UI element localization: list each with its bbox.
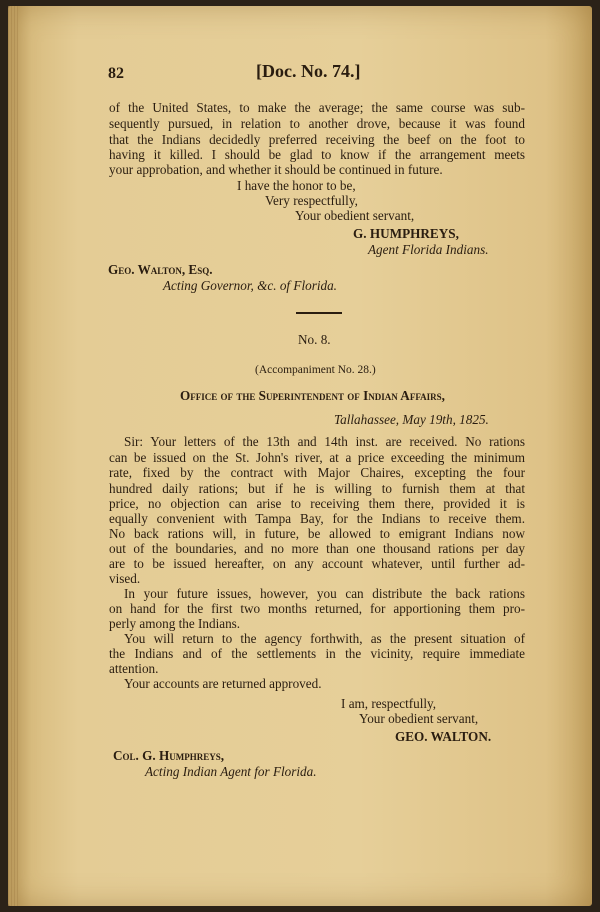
signature: GEO. WALTON. <box>395 729 492 744</box>
body-line: You will return to the agency forthwith, as the present situation of <box>124 631 525 646</box>
body-line: are to be issued hereafter, on any account whatever, until further ad- <box>109 556 525 571</box>
body-line: Sir: Your letters of the 13th and 14th inst. are received. No rations <box>124 434 525 449</box>
body-line: of the United States, to make the average; the same course was sub- <box>109 100 525 115</box>
body-line: perly among the Indians. <box>109 616 241 631</box>
addressee-title: Acting Governor, &c. of Florida. <box>163 278 337 293</box>
body-line: rate, fixed by the contract with Major Chaires, excepting the four <box>109 465 525 480</box>
body-line: that the Indians decidedly preferred receiving the beef on the foot to <box>109 132 525 147</box>
place-date: Tallahassee, May 19th, 1825. <box>334 412 489 427</box>
letter-number: No. 8. <box>298 332 331 347</box>
closing-line: Your obedient servant, <box>295 208 415 223</box>
body-line: the Indians and of the settlements in the vicinity, require immediate <box>109 646 525 661</box>
body-line: In your future issues, however, you can distribute the back rations <box>124 586 525 601</box>
closing-line: I have the honor to be, <box>237 178 356 193</box>
closing-line: I am, respectfully, <box>341 696 437 711</box>
body-line: sequently pursued, in relation to another drove, because it was found <box>109 116 525 131</box>
page-edge <box>8 6 18 906</box>
doc-label: [Doc. No. 74.] <box>256 61 361 81</box>
signature: G. HUMPHREYS, <box>353 226 459 241</box>
body-line: vised. <box>109 571 141 586</box>
body-line: No back rations will, in future, be allowed to emigrant Indians now <box>109 526 525 541</box>
body-line: hundred daily rations; but if he is willing to furnish them at that <box>109 481 525 496</box>
addressee-title: Acting Indian Agent for Florida. <box>145 764 317 779</box>
signature-title: Agent Florida Indians. <box>368 242 489 257</box>
accompaniment: (Accompaniment No. 28.) <box>255 364 376 376</box>
body-line: on hand for the first two months returned, for apportioning them pro- <box>109 601 525 616</box>
addressee-name: Col. G. Humphreys, <box>113 748 225 763</box>
page-number: 82 <box>108 65 124 82</box>
closing-line: Very respectfully, <box>265 193 358 208</box>
body-line: out of the boundaries, and no more than one thousand rations per day <box>109 541 525 556</box>
body-line: can be issued on the St. John's river, at a price exceeding the minimum <box>109 450 525 465</box>
body-line: attention. <box>109 661 159 676</box>
body-line: Your accounts are returned approved. <box>124 676 322 691</box>
body-line: equally convenient with Tampa Bay, for the Indians to receive them. <box>109 511 525 526</box>
closing-line: Your obedient servant, <box>359 711 479 726</box>
body-line: your approbation, and whether it should be continued in future. <box>109 162 443 177</box>
office-heading: Office of the Superintendent of Indian Affairs, <box>180 388 445 403</box>
addressee-name: Geo. Walton, Esq. <box>108 262 213 277</box>
body-line: price, no objection can arise to receiving them there, provided it is <box>109 496 525 511</box>
section-divider <box>296 312 342 314</box>
body-line: having it killed. I should be glad to know if the arrangement meets <box>109 147 525 162</box>
